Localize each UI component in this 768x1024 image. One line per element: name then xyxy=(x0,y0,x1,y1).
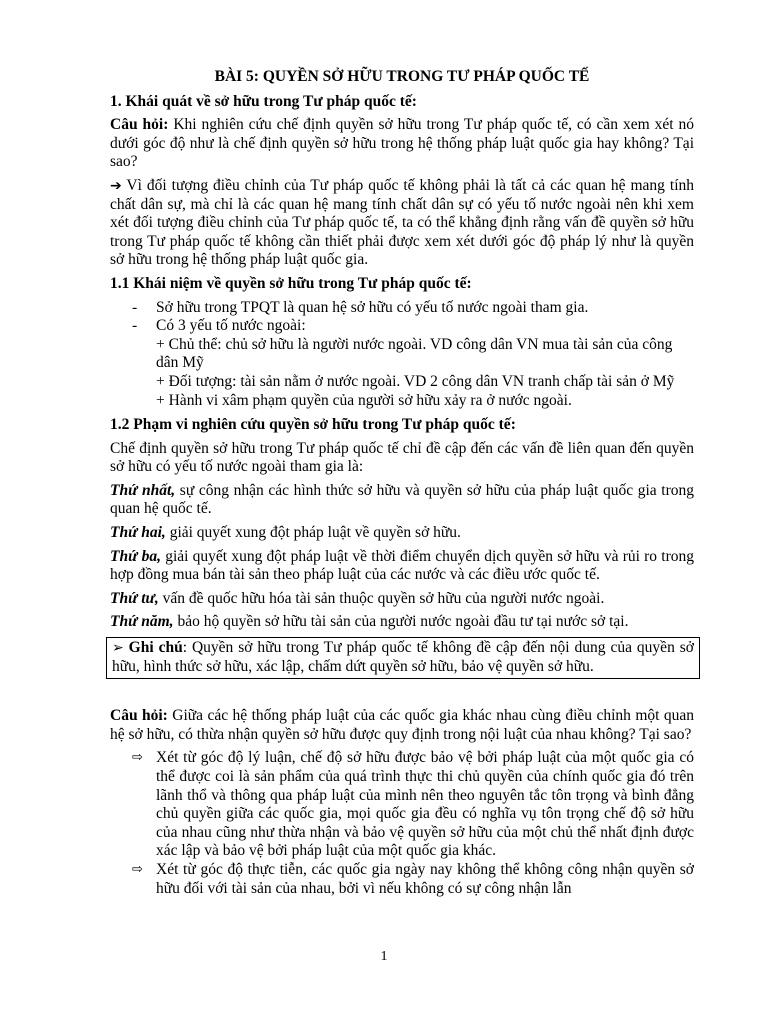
hollow-arrow-icon: ⇨ xyxy=(132,750,143,766)
sub-item: + Đối tượng: tài sản nằm ở nước ngoài. VD 2 công dân VN tranh chấp tài sản ở Mỹ xyxy=(156,372,675,390)
scope-item xyxy=(110,548,694,585)
sub-item: + Hành vi xâm phạm quyền của người sở hữu xảy ra ở nước ngoài. xyxy=(156,391,572,409)
list-item-text: Có 3 yếu tố nước ngoài: xyxy=(156,317,306,335)
hollow-arrow-icon: ⇨ xyxy=(132,861,143,877)
note-label: Ghi chú xyxy=(123,639,183,657)
spacer xyxy=(110,679,694,707)
scope-item-label: Thứ nhất, xyxy=(110,481,176,499)
arrowhead-icon: ➢ xyxy=(112,640,124,657)
list-item xyxy=(110,749,694,861)
question-label: Câu hỏi: xyxy=(110,116,169,134)
answer-2-list xyxy=(110,749,694,898)
dash-bullet: - xyxy=(132,317,138,335)
right-arrow-icon: ➔ xyxy=(110,177,122,194)
list-item xyxy=(110,861,694,898)
scope-item-text: giải quyết xung đột pháp luật về quyền sở hữu. xyxy=(165,524,461,542)
scope-item xyxy=(110,524,694,543)
scope-item-text: vấn đề quốc hữu hóa tài sản thuộc quyền sở hữu của người nước ngoài. xyxy=(158,589,605,607)
scope-item-label: Thứ hai, xyxy=(110,524,166,542)
list-item-text: Xét từ góc độ thực tiễn, các quốc gia ngày nay không thể không công nhận quyền sở hữu đối với tài sản của nhau, bởi vì nếu không có sự công nhận lẫn xyxy=(156,860,694,897)
question-label: Câu hỏi: xyxy=(110,707,168,725)
dash-bullet: - xyxy=(132,298,138,316)
scope-item xyxy=(110,482,694,519)
note-text: : Quyền sở hữu trong Tư pháp quốc tế không đề cập đến nội dung của quyền sở hữu, hình thức sở hữu, xác lập, chấm dứt quyền sở hữu, bảo vệ quyền sở hữu. xyxy=(112,639,694,675)
scope-item-label: Thứ ba, xyxy=(110,547,161,565)
question-1 xyxy=(110,116,694,172)
section-1-heading: 1. Khái quát về sở hữu trong Tư pháp quốc tế: xyxy=(110,92,417,110)
scope-item xyxy=(110,590,694,609)
document-body xyxy=(110,68,694,898)
list-item xyxy=(110,299,694,318)
concept-list xyxy=(110,299,694,411)
scope-item xyxy=(110,613,694,632)
note-box xyxy=(106,637,700,679)
list-item xyxy=(110,317,694,410)
scope-item-text: giải quyết xung đột pháp luật về thời điểm chuyển dịch quyền sở hữu và rủi ro trong hợp đồng mua bán tài sản theo pháp luật của các nước và các điều ước quốc tế. xyxy=(110,547,694,584)
scope-item-label: Thứ năm, xyxy=(110,613,174,631)
answer-text: Vì đối tượng điều chỉnh của Tư pháp quốc tế không phải là tất cả các quan hệ mang tính chất dân sự, mà chỉ là các quan hệ mang tính chất dân sự có yếu tố nước ngoài nên khi xem xét đối tượng điều chỉnh của Tư pháp quốc tế, ta có thể khẳng định rằng vấn đề quyền sở hữu trong Tư pháp quốc tế không cần thiết phải được xem xét dưới góc độ pháp lý như là quyền sở hữu trong hệ thống pháp luật quốc gia. xyxy=(110,176,694,269)
scope-intro: Chế định quyền sở hữu trong Tư pháp quốc tế chỉ đề cập đến các vấn đề liên quan đến quyền sở hữu có yếu tố nước ngoài tham gia là: xyxy=(110,439,694,476)
section-1-1-heading: 1.1 Khái niệm về quyền sở hữu trong Tư pháp quốc tế: xyxy=(110,274,472,292)
list-item-text: Sở hữu trong TPQT là quan hệ sở hữu có yếu tố nước ngoài tham gia. xyxy=(156,298,589,316)
page-title: BÀI 5: QUYỀN SỞ HỮU TRONG TƯ PHÁP QUỐC TẾ xyxy=(214,68,590,85)
scope-item-text: sự công nhận các hình thức sở hữu và quyền sở hữu của pháp luật quốc gia trong quan hệ quốc tế. xyxy=(110,481,694,518)
scope-item-label: Thứ tư, xyxy=(110,589,159,607)
question-2 xyxy=(110,707,694,744)
section-1-2-heading: 1.2 Phạm vi nghiên cứu quyền sở hữu trong Tư pháp quốc tế: xyxy=(110,416,516,434)
scope-item-text: bảo hộ quyền sở hữu tài sản của người nước ngoài đầu tư tại nước sở tại. xyxy=(173,613,629,631)
answer-1 xyxy=(110,177,694,270)
question-text: Giữa các hệ thống pháp luật của các quốc gia khác nhau cùng điều chỉnh một quan hệ sở hữu, có thừa nhận quyền sở hữu được quy định trong nội luật của nhau không? Tại sao? xyxy=(110,707,695,743)
page-number: 1 xyxy=(380,949,388,964)
sub-item: + Chủ thể: chủ sở hữu là người nước ngoài. VD công dân VN mua tài sản của công dân Mỹ xyxy=(156,335,673,372)
list-item-text: Xét từ góc độ lý luận, chế độ sở hữu được bảo vệ bởi pháp luật của một quốc gia có thể được coi là sản phẩm của quá trình thực thi chủ quyền của chính quốc gia đó trên lãnh thổ và thông qua pháp luật của mình nên theo nguyên tắc tôn trọng và bình đẳng chủ quyền giữa các quốc gia, mọi quốc gia đều có nghĩa vụ tôn trọng chế độ sở hữu của nhau cũng như thừa nhận và bảo vệ quyền sở hữu của một chủ thể nhất định được xác lập và bảo vệ bởi pháp luật của một quốc gia khác. xyxy=(156,749,694,860)
question-text: Khi nghiên cứu chế định quyền sở hữu trong Tư pháp quốc tế, có cần xem xét nó dưới góc độ như là chế định quyền sở hữu trong hệ thống pháp luật quốc gia hay không? Tại sao? xyxy=(110,116,694,171)
